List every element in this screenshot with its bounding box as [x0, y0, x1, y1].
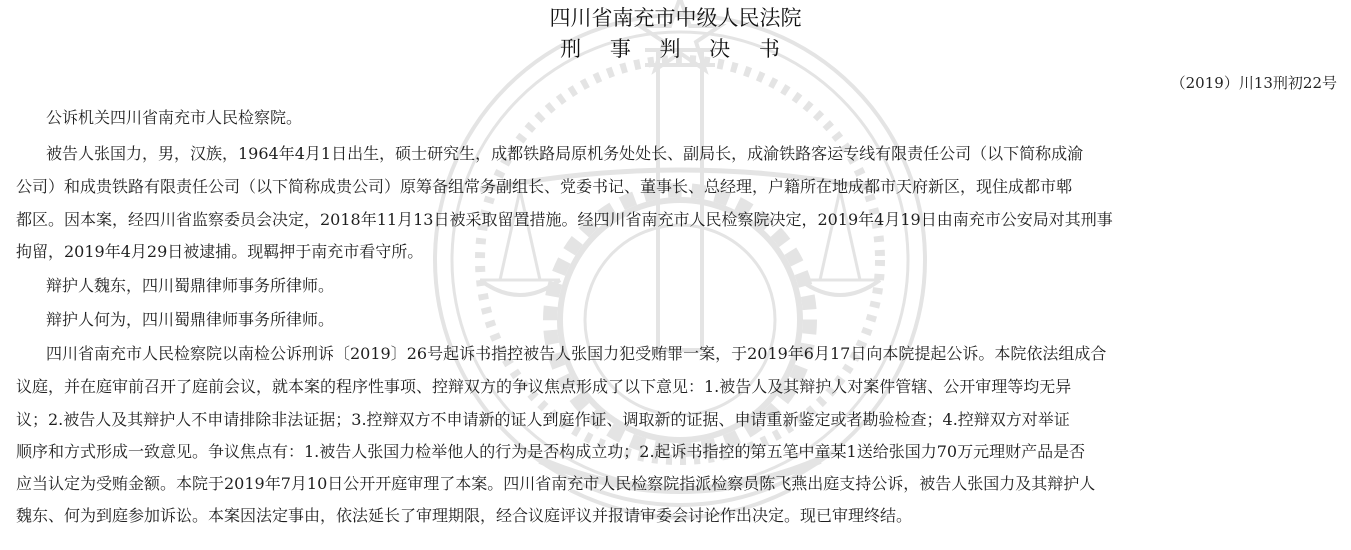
paragraph-line: 被告人张国力，男，汉族，1964年4月1日出生，硕士研究生，成都铁路局原机务处处长、副局长，成渝铁路客运专线有限责任公司（以下简称成渝	[46, 144, 1084, 163]
paragraph-line: 议庭，并在庭审前召开了庭前会议，就本案的程序性事项、控辩双方的争议焦点形成了以下意见：1.被告人及其辩护人对案件管辖、公开审理等均无异	[16, 377, 1072, 396]
paragraph-line: 魏东、何为到庭参加诉讼。本案因法定事由，依法延长了审理期限，经合议庭评议并报请审委会讨论作出决定。现已审理终结。	[16, 506, 913, 525]
paragraph-line: 辩护人何为，四川蜀鼎律师事务所律师。	[46, 310, 335, 329]
paragraph-line: 四川省南充市人民检察院以南检公诉刑诉〔2019〕26号起诉书指控被告人张国力犯受贿罪一案，于2019年6月17日向本院提起公诉。本院依法组成合	[46, 344, 1107, 363]
court-name: 四川省南充市中级人民法院	[549, 6, 802, 30]
paragraph-line: 辩护人魏东，四川蜀鼎律师事务所律师。	[46, 276, 335, 295]
paragraph-line: 公司）和成贵铁路有限责任公司（以下简称成贵公司）原筹备组常务副组长、党委书记、董事长、总经理，户籍所在地成都市天府新区，现住成都市郫	[16, 177, 1073, 196]
case-number: （2019）川13刑初22号	[1170, 74, 1337, 92]
document-type-title: 刑 事 判 决 书	[560, 37, 791, 61]
paragraph-line: 顺序和方式形成一致意见。争议焦点有：1.被告人张国力检举他人的行为是否构成立功；2.起诉书指控的第五笔中童某1送给张国力70万元理财产品是否	[16, 442, 1086, 461]
paragraph-line: 都区。因本案，经四川省监察委员会决定，2018年11月13日被采取留置措施。经四川省南充市人民检察院决定，2019年4月19日由南充市公安局对其刑事	[16, 210, 1113, 229]
paragraph-line: 议；2.被告人及其辩护人不申请排除非法证据；3.控辩双方不申请新的证人到庭作证、调取新的证据、申请重新鉴定或者勘验检查；4.控辩双方对举证	[16, 410, 1070, 429]
paragraph-line: 应当认定为受贿金额。本院于2019年7月10日公开开庭审理了本案。四川省南充市人民检察院指派检察员陈飞燕出庭支持公诉，被告人张国力及其辩护人	[16, 474, 1096, 493]
paragraph-line: 公诉机关四川省南充市人民检察院。	[46, 108, 303, 127]
paragraph-line: 拘留，2019年4月29日被逮捕。现羁押于南充市看守所。	[16, 242, 424, 261]
